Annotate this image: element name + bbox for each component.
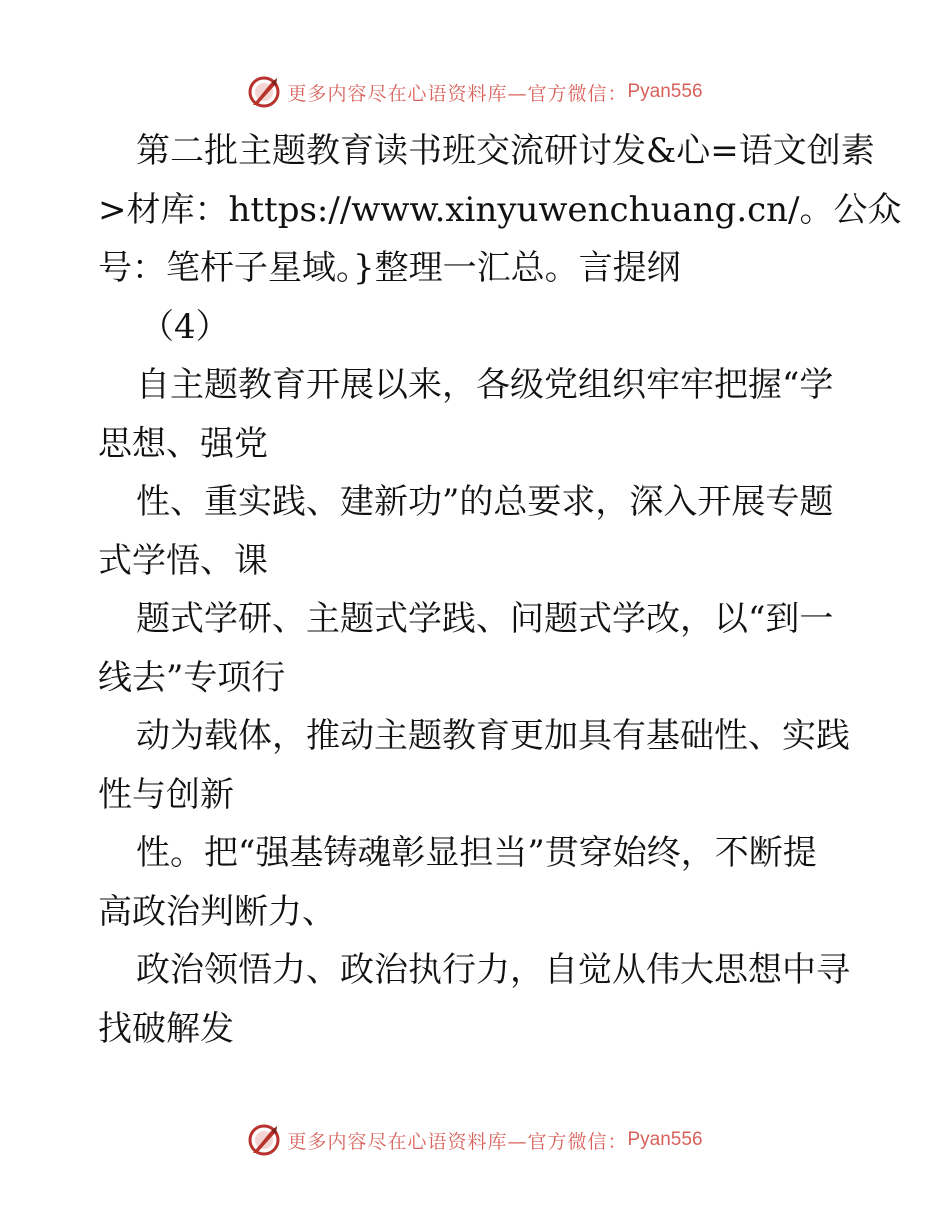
header-banner-text: 更多内容尽在心语资料库—官方微信： [287,82,628,105]
header-wechat-id: Pyan556 [627,81,703,102]
body-line: 性、重实践、建新功”的总要求，深入开展专题 [136,482,834,522]
document-body [98,122,902,1058]
body-line: 性与创新 [98,774,234,815]
body-line: >材库：https://www.xinyuwenchuang.cn/。公众 [98,189,902,230]
section-number: （4） [140,306,230,347]
footer-banner-text: 更多内容尽在心语资料库—官方微信： [287,1130,628,1153]
body-line: 政治领悟力、政治执行力，自觉从伟大思想中寻 [136,950,850,990]
body-line: 线去”专项行 [98,657,286,698]
body-line: 题式学研、主题式学践、问题式学改，以“到一 [136,599,834,639]
footer-wechat-id: Pyan556 [627,1129,703,1150]
body-line: 找破解发 [98,1008,234,1049]
body-line: 性。把“强基铸魂彰显担当”贯穿始终，不断提 [136,833,817,873]
body-line: 第二批主题教育读书班交流研讨发&心=语文创素 [136,131,875,171]
body-line: 高政治判断力、 [98,891,336,932]
body-line: 思想、强党 [98,423,268,464]
header-watermark-banner [0,72,950,112]
body-line: 动为载体，推动主题教育更加具有基础性、实践 [136,716,850,756]
body-line: 自主题教育开展以来，各级党组织牢牢把握“学 [136,365,834,405]
quill-pen-icon [247,1123,281,1157]
body-line: 号：笔杆子星域。}整理一汇总。言提纲 [98,248,681,288]
quill-pen-icon [247,75,281,109]
body-line: 式学悟、课 [98,540,268,581]
footer-watermark-banner [0,1120,950,1160]
